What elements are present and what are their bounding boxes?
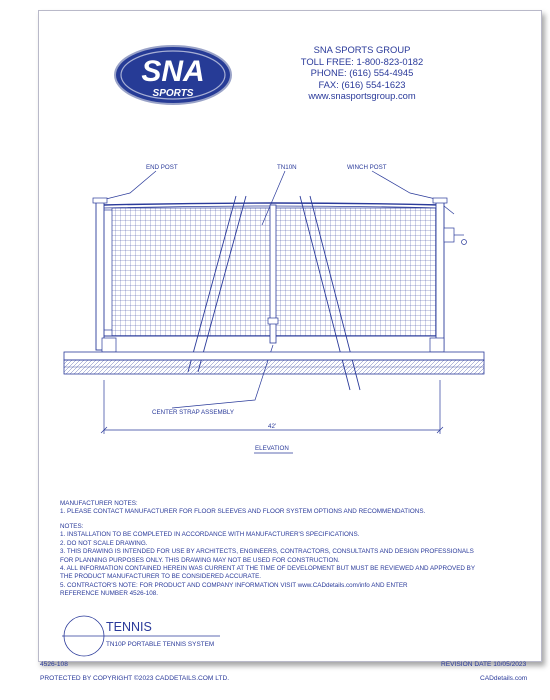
- label-center-strap: CENTER STRAP ASSEMBLY: [152, 409, 234, 416]
- website-link[interactable]: www.snasportsgroup.com: [308, 90, 416, 102]
- note-line: 2. DO NOT SCALE DRAWING.: [60, 539, 148, 547]
- note-line: 4. ALL INFORMATION CONTAINED HEREIN WAS CURRENT AT THE TIME OF DEVELOPMENT BUT MUST BE REVIEWED AND APPROVED BY: [60, 565, 476, 573]
- note-line: 3. THIS DRAWING IS INTENDED FOR USE BY ARCHITECTS, ENGINEERS, CONTRACTORS, CONSULTANTS AND DESIGN PROFESSIONALS: [60, 548, 474, 556]
- label-end-post: END POST: [146, 164, 178, 171]
- drawing-title: TENNIS: [106, 620, 152, 634]
- winch-post-leader: [372, 171, 440, 200]
- revision-date: REVISION DATE 10/05/2023: [441, 661, 527, 668]
- label-tn10n: TN10N: [277, 164, 297, 171]
- note-line: FOR PLANNING PURPOSES ONLY. THIS DRAWING MAY NOT BE USED FOR CONSTRUCTION.: [60, 556, 340, 564]
- manufacturer-notes: [60, 500, 425, 517]
- note-line: THE PRODUCT MANUFACTURER TO BE CONSIDERED ACCURATE.: [60, 573, 262, 581]
- dimension-label: 42': [268, 423, 277, 430]
- note-line: REFERENCE NUMBER 4526-108.: [60, 590, 158, 598]
- note-line: 5. CONTRACTOR'S NOTE: FOR PRODUCT AND COMPANY INFORMATION VISIT www.CADdetails.com/info AND ENTER: [60, 581, 408, 589]
- company-name: SNA SPORTS GROUP: [313, 44, 411, 55]
- reference-number: 4526-108: [40, 661, 68, 668]
- logo-main-text: SNA: [141, 55, 205, 88]
- toll-free: TOLL FREE: 1-800-823-0182: [300, 55, 424, 67]
- copyright-notice: PROTECTED BY COPYRIGHT ©2023 CADDETAILS.COM LTD.: [40, 675, 230, 682]
- general-notes: [60, 523, 475, 599]
- winch-handle: [444, 228, 454, 242]
- label-winch-post: WINCH POST: [347, 164, 387, 171]
- view-title: ELEVATION: [255, 445, 289, 452]
- end-post-leader: [102, 171, 156, 200]
- note-line: 1. INSTALLATION TO BE COMPLETED IN ACCORDANCE WITH MANUFACTURER'S SPECIFICATIONS.: [60, 531, 360, 539]
- fax: FAX: (616) 554-1623: [318, 78, 406, 90]
- end-post: [96, 200, 104, 350]
- manufacturer-note-item: 1. PLEASE CONTACT MANUFACTURER FOR FLOOR SLEEVES AND FLOOR SYSTEM OPTIONS AND RECOMMENDATIONS.: [60, 508, 426, 516]
- caddetails-link[interactable]: CADdetails.com: [480, 675, 528, 682]
- drawing-subtitle: TN10P PORTABLE TENNIS SYSTEM: [106, 641, 215, 648]
- phone: PHONE: (616) 554-4945: [310, 67, 414, 79]
- winch-post: [436, 200, 444, 350]
- manufacturer-notes-heading: MANUFACTURER NOTES:: [60, 500, 138, 507]
- court-surface-top: [64, 352, 484, 360]
- notes-heading: NOTES:: [60, 523, 84, 530]
- logo-sub-text: SPORTS: [152, 88, 194, 99]
